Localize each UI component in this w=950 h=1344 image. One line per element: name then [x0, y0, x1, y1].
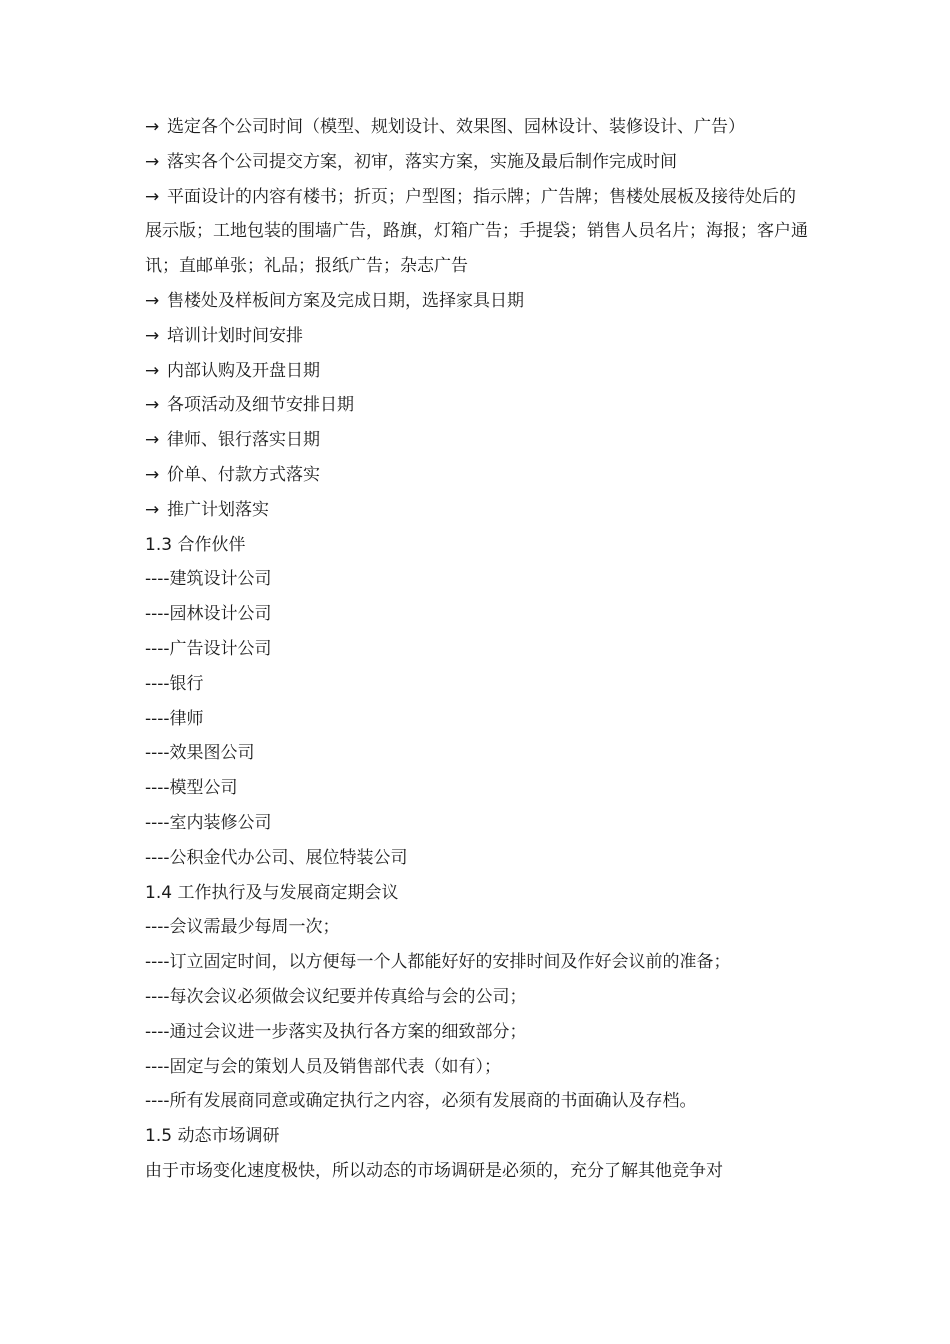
paragraph-text: 由于市场变化速度极快，所以动态的市场调研是必须的，充分了解其他竞争对 [145, 1160, 723, 1181]
bullet-item [145, 388, 810, 423]
bullet-text: 推广计划落实 [167, 499, 269, 520]
section-heading-1-5 [145, 1119, 810, 1154]
list-item: ----园林设计公司 [145, 604, 272, 625]
list-item: ----公积金代办公司、展位特装公司 [145, 847, 408, 868]
section-title: 工作执行及与发展商定期会议 [177, 882, 399, 903]
bullet-item [145, 423, 810, 458]
bullet-item [145, 493, 810, 528]
arrow-icon: → [145, 430, 160, 451]
arrow-icon: → [145, 325, 160, 346]
arrow-icon: → [145, 499, 160, 520]
list-item: ----模型公司 [145, 778, 238, 799]
list-item: ----律师 [145, 708, 204, 729]
list-item: ----效果图公司 [145, 743, 255, 764]
list-item: ----每次会议必须做会议纪要并传真给与会的公司； [145, 986, 527, 1007]
bullet-item [145, 354, 810, 389]
section-heading-1-4 [145, 876, 810, 911]
section-number: 1.4 [145, 882, 173, 903]
document-page [145, 110, 810, 1189]
bullet-text: 律师、银行落实日期 [167, 430, 320, 451]
arrow-icon: → [145, 151, 160, 172]
bullet-text: 落实各个公司提交方案，初审，落实方案，实施及最后制作完成时间 [167, 151, 677, 172]
section-number: 1.5 [145, 1126, 173, 1147]
arrow-icon: → [145, 186, 160, 207]
list-item: ----通过会议进一步落实及执行各方案的细致部分； [145, 1021, 527, 1042]
list-item: ----广告设计公司 [145, 638, 272, 659]
list-item: ----固定与会的策划人员及销售部代表（如有）； [145, 1056, 502, 1077]
list-item: ----会议需最少每周一次； [145, 917, 340, 938]
bullet-item [145, 180, 810, 284]
list-item: ----订立固定时间，以方便每一个人都能好好的安排时间及作好会议前的准备； [145, 952, 731, 973]
bullet-item [145, 319, 810, 354]
bullet-text: 售楼处及样板间方案及完成日期，选择家具日期 [167, 290, 524, 311]
list-item: ----室内装修公司 [145, 812, 272, 833]
bullet-text: 选定各个公司时间（模型、规划设计、效果图、园林设计、装修设计、广告） [167, 117, 745, 137]
arrow-icon: → [145, 117, 160, 137]
arrow-icon: → [145, 290, 160, 311]
arrow-icon: → [145, 395, 160, 416]
list-item: ----建筑设计公司 [145, 569, 272, 590]
section-number: 1.3 [145, 534, 173, 555]
bullet-text: 各项活动及细节安排日期 [167, 395, 354, 416]
list-item: ----所有发展商同意或确定执行之内容，必须有发展商的书面确认及存档。 [145, 1091, 697, 1112]
list-item: ----银行 [145, 673, 204, 694]
arrow-icon: → [145, 464, 160, 485]
bullet-text: 平面设计的内容有楼书；折页；户型图；指示牌；广告牌；售楼处展板及接待处后的展示版；工地包装的围墙广告，路旗，灯箱广告；手提袋；销售人员名片；海报；客户通讯；直邮单张；礼品；报纸广告；杂志广告 [145, 186, 808, 277]
section-title: 动态市场调研 [177, 1126, 280, 1147]
bullet-text: 培训计划时间安排 [167, 325, 303, 346]
bullet-item [145, 145, 810, 180]
bullet-text: 价单、付款方式落实 [167, 464, 320, 485]
section-heading-1-3 [145, 528, 810, 563]
section-title: 合作伙伴 [177, 534, 246, 555]
bullet-text: 内部认购及开盘日期 [167, 360, 320, 381]
bullet-item [145, 110, 810, 145]
bullet-item [145, 284, 810, 319]
bullet-item [145, 458, 810, 493]
arrow-icon: → [145, 360, 160, 381]
